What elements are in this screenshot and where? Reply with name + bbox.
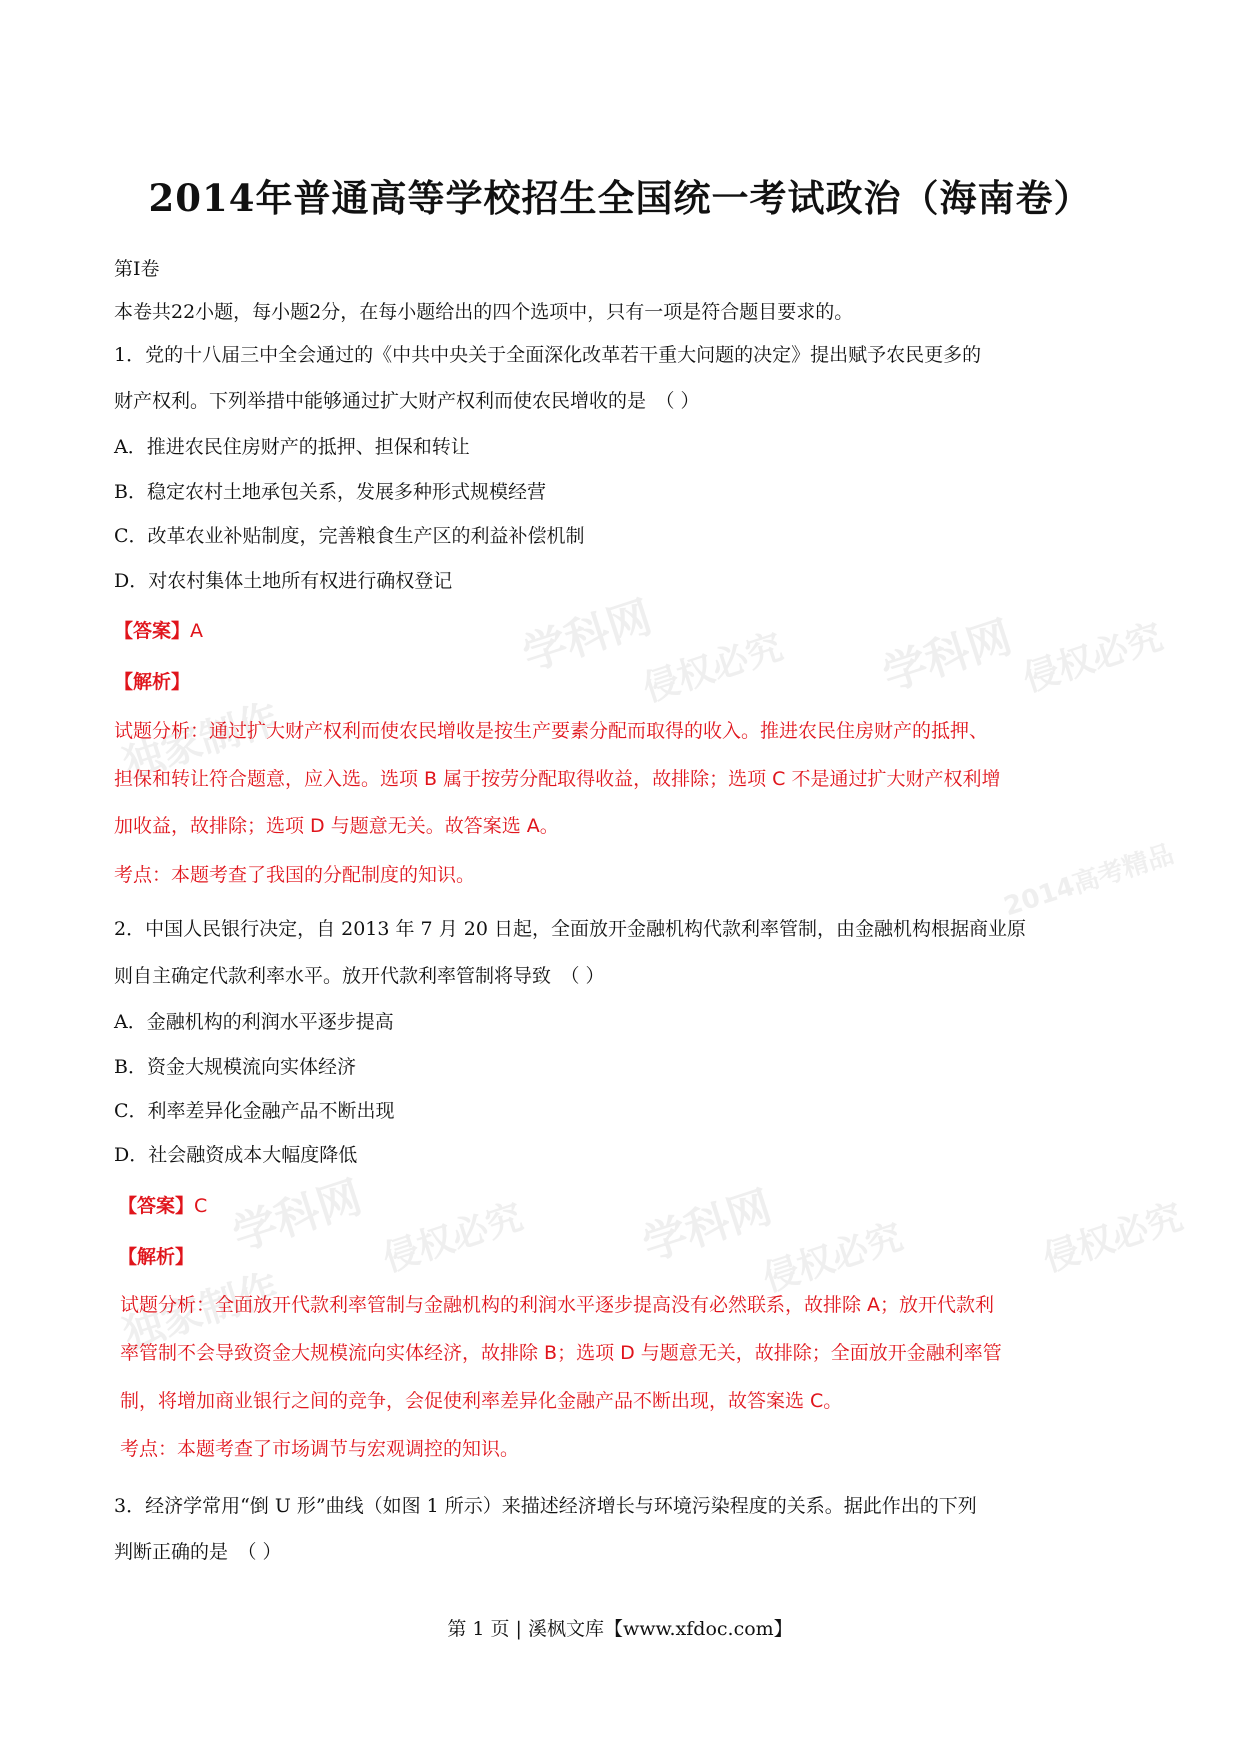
question-1-analysis: 担保和转让符合题意，应入选。选项 B 属于按劳分配取得收益，故排除；选项 C 不是通过扩大财产权利增 <box>114 768 1001 790</box>
question-2-option-c: C．利率差异化金融产品不断出现 <box>114 1100 395 1122</box>
watermark-year: 2014高考精品 <box>1000 839 1178 923</box>
answer-value: C <box>194 1195 208 1217</box>
watermark-rights: 侵权必究 <box>758 1216 908 1301</box>
question-2-stem: 2．中国人民银行决定，自 2013 年 7 月 20 日起，全面放开金融机构代款利率管制，由金融机构根据商业原 <box>114 918 1026 940</box>
watermark-rights: 侵权必究 <box>1038 1196 1188 1281</box>
question-2-analysis: 制，将增加商业银行之间的竞争，会促使利率差异化金融产品不断出现，故答案选 C。 <box>120 1390 843 1412</box>
question-2-analysis-label: 【解析】 <box>118 1246 195 1268</box>
question-2-option-d: D．社会融资成本大幅度降低 <box>114 1144 358 1166</box>
page-title: 2014年普通高等学校招生全国统一考试政治（海南卷） <box>148 176 1092 220</box>
question-1-stem: 1．党的十八届三中全会通过的《中共中央关于全面深化改革若干重大问题的决定》提出赋予农民更多的 <box>114 344 982 366</box>
question-1-analysis: 加收益，故排除；选项 D 与题意无关。故答案选 A。 <box>114 815 559 837</box>
answer-value: A <box>190 620 204 642</box>
watermark-brand: 学科网 <box>636 1181 779 1271</box>
question-2-stem: 则自主确定代款利率水平。放开代款利率管制将导致 （ ） <box>114 965 605 987</box>
watermark-brand: 学科网 <box>516 591 659 681</box>
question-1-keypoint: 考点：本题考查了我国的分配制度的知识。 <box>114 864 476 886</box>
question-1-analysis: 试题分析：通过扩大财产权利而使农民增收是按生产要素分配而取得的收入。推进农民住房财产的抵押、 <box>114 720 989 742</box>
watermark-made: 独家制作 <box>117 695 285 789</box>
watermark-brand: 学科网 <box>876 611 1019 701</box>
question-1-answer <box>114 616 203 643</box>
question-1-option-b: B．稳定农村土地承包关系，发展多种形式规模经营 <box>114 481 546 503</box>
watermark-rights: 侵权必究 <box>378 1196 528 1281</box>
question-1-analysis-label: 【解析】 <box>114 671 191 693</box>
question-1-option-d: D．对农村集体土地所有权进行确权登记 <box>114 570 453 592</box>
question-1-option-a: A．推进农民住房财产的抵押、担保和转让 <box>114 436 470 458</box>
question-2-analysis: 率管制不会导致资金大规模流向实体经济，故排除 B；选项 D 与题意无关，故排除；全面放开金融利率管 <box>120 1342 1002 1364</box>
question-2-analysis: 试题分析：全面放开代款利率管制与金融机构的利润水平逐步提高没有必然联系，故排除 A；放开代款利 <box>120 1294 995 1316</box>
answer-label: 【答案】 <box>118 1195 195 1217</box>
question-2-answer <box>118 1191 207 1218</box>
question-1-option-c: C．改革农业补贴制度，完善粮食生产区的利益补偿机制 <box>114 525 585 547</box>
watermark-rights: 侵权必究 <box>1018 616 1168 701</box>
question-1-stem: 财产权利。下列举措中能够通过扩大财产权利而使农民增收的是 （ ） <box>114 390 700 412</box>
section-label: 第Ⅰ卷 <box>114 258 160 280</box>
question-2-option-a: A．金融机构的利润水平逐步提高 <box>114 1011 394 1033</box>
question-3-stem: 判断正确的是 （ ） <box>114 1541 282 1563</box>
watermark-made: 独家制作 <box>117 1265 285 1359</box>
page-footer: 第 1 页 | 溪枫文库【www.xfdoc.com】 <box>447 1618 793 1640</box>
watermark-rights: 侵权必究 <box>638 626 788 711</box>
answer-label: 【答案】 <box>114 620 191 642</box>
watermark-brand: 学科网 <box>226 1171 369 1261</box>
question-2-keypoint: 考点：本题考查了市场调节与宏观调控的知识。 <box>120 1438 520 1460</box>
question-3-stem: 3．经济学常用“倒 U 形”曲线（如图 1 所示）来描述经济增长与环境污染程度的关系。据此作出的下列 <box>114 1495 977 1517</box>
question-2-option-b: B．资金大规模流向实体经济 <box>114 1056 356 1078</box>
intro-text: 本卷共22小题，每小题2分，在每小题给出的四个选项中，只有一项是符合题目要求的。 <box>114 301 854 323</box>
